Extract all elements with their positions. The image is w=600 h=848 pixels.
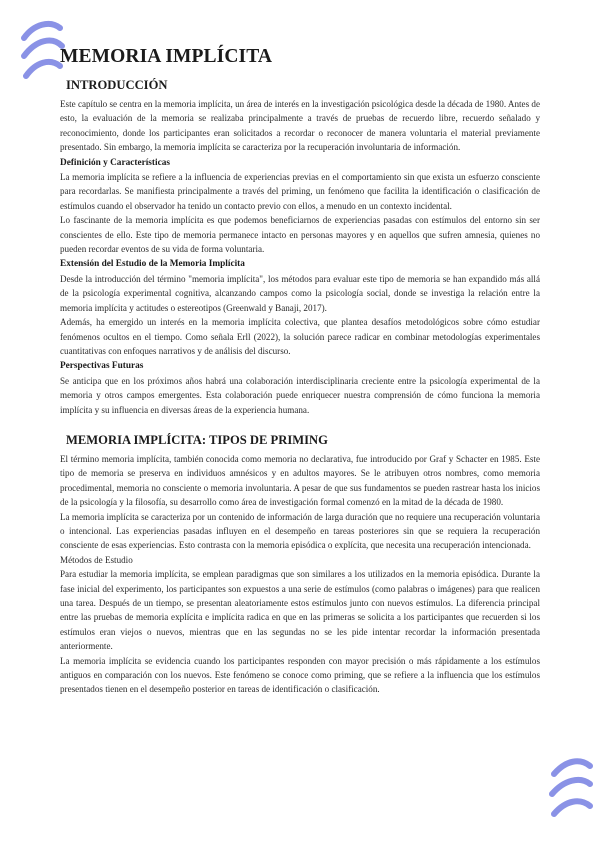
priming-paragraph-1: El término memoria implícita, también conocida como memoria no declarativa, fue introducido por Graf y Schacter en 1985. Este tipo de memoria se preserva en individuos amnésicos y en adultos mayores. Se le atribuyen otros nombres, como memoria procedimental, memoria no consciente o memoria involuntaria. A pesar de que sus fundamentos se pueden rastrear hasta los inicios de la psicología y la filosofía, su desarrollo como área de investigación formal comenzó en la mitad de la década de 1980. [60, 453, 540, 508]
extension-paragraph-2: Además, ha emergido un interés en la memoria implícita colectiva, que plantea desafíos metodológicos sobre cómo estudiar fenómenos ocultos en el tiempo. Como señala Erll (2022), la solución parece radicar en combinar metodologías experimentales cuantitativas con enfoques narrativos y de análisis del discurso. [60, 317, 540, 356]
intro-paragraph: Este capítulo se centra en la memoria implícita, un área de interés en la investigación psicológica desde la década de 1980. Antes de esto, la evaluación de la memoria se realizaba principalmente a través de pruebas de recuerdo libre, recuerdo señalado y reconocimiento, donde los participantes eran solicitados a recordar o reconocer de manera voluntaria el material previamente presentado. Sin embargo, la memoria implícita se caracteriza por la recuperación involuntaria de información. [60, 99, 540, 153]
document-title: MEMORIA IMPLÍCITA [60, 46, 273, 67]
extension-paragraph-1: Desde la introducción del término "memoria implícita", los métodos para evaluar este tipo de memoria se han expandido más allá de la psicología experimental cognitiva, alcanzando campos como la psicología social, donde se investiga la relación entre la memoria implícita y actitudes o estereotipos (Greenwald y Banaji, 2017). [60, 273, 540, 313]
metodos-label: Métodos de Estudio [60, 554, 133, 565]
definicion-paragraph-1: La memoria implícita se refiere a la influencia de experiencias previas en el comportamiento sin que exista un esfuerzo consciente para recordarlas. Se manifiesta principalmente a través del priming, un fenómeno que facilita la identificación o clasificación de estímulos cuando el observador ha tenido un contacto previo con ellos, a menudo en un contexto incidental. [60, 172, 540, 211]
priming-paragraph-2: La memoria implícita se caracteriza por un contenido de información de larga duración que no requiere una recuperación voluntaria o intencional. Las experiencias pasadas influyen en el desempeño en tareas posteriores sin que se requiera la recuperación consciente de esas experiencias. Esto contrasta con la memoria episódica o explícita, que necesita una recuperación intencionada. [60, 511, 540, 551]
section-heading-tipos-priming: MEMORIA IMPLÍCITA: TIPOS DE PRIMING [66, 432, 328, 447]
subheading-extension: Extensión del Estudio de la Memoria Implícita [60, 259, 245, 270]
perspectivas-paragraph: Se anticipa que en los próximos años habrá una colaboración interdisciplinaria creciente entre la psicología experimental de la memoria y otros campos emergentes. Esta colaboración puede enriquecer nuestra comprensión de cómo funciona la memoria implícita y su influencia en diversas áreas de la experiencia humana. [60, 375, 540, 415]
definicion-paragraph-2: Lo fascinante de la memoria implícita es que podemos beneficiarnos de experiencias pasadas con estímulos del entorno sin ser conscientes de ello. Este tipo de memoria permanece intacto en personas mayores y en aquellos que sufren amnesia, quienes no pueden recordar eventos de su vida de forma voluntaria. [60, 215, 540, 255]
section-heading-introduccion: INTRODUCCIÓN [66, 78, 168, 92]
subheading-perspectivas: Perspectivas Futuras [60, 361, 144, 372]
subheading-definicion: Definición y Características [60, 157, 170, 168]
squiggle-decoration-bottom-right [548, 752, 594, 822]
priming-paragraph-4: La memoria implícita se evidencia cuando los participantes responden con mayor precisión o más rápidamente a los estímulos antiguos en comparación con los nuevos. Este fenómeno se conoce como priming, que se refiere a la influencia que los estímulos presentados tienen en el desempeño posterior en tareas de identificación o clasificación. [60, 655, 540, 695]
priming-paragraph-3: Para estudiar la memoria implícita, se emplean paradigmas que son similares a los utilizados en la memoria episódica. Durante la fase inicial del experimento, los participantes son expuestos a una serie de estímulos (como palabras o imágenes) para que realicen una tarea. Después de un tiempo, se presentan aleatoriamente estos estímulos junto con nuevos estímulos. La diferencia principal entre las pruebas de memoria explícita e implícita radica en que en las primeras se solicita a los participantes que recuerden si los estímulos eran viejos o nuevos, mientras que en las segundas no se les pide intentar recordar la información presentada anteriormente. [60, 569, 540, 652]
document-page [60, 40, 540, 697]
